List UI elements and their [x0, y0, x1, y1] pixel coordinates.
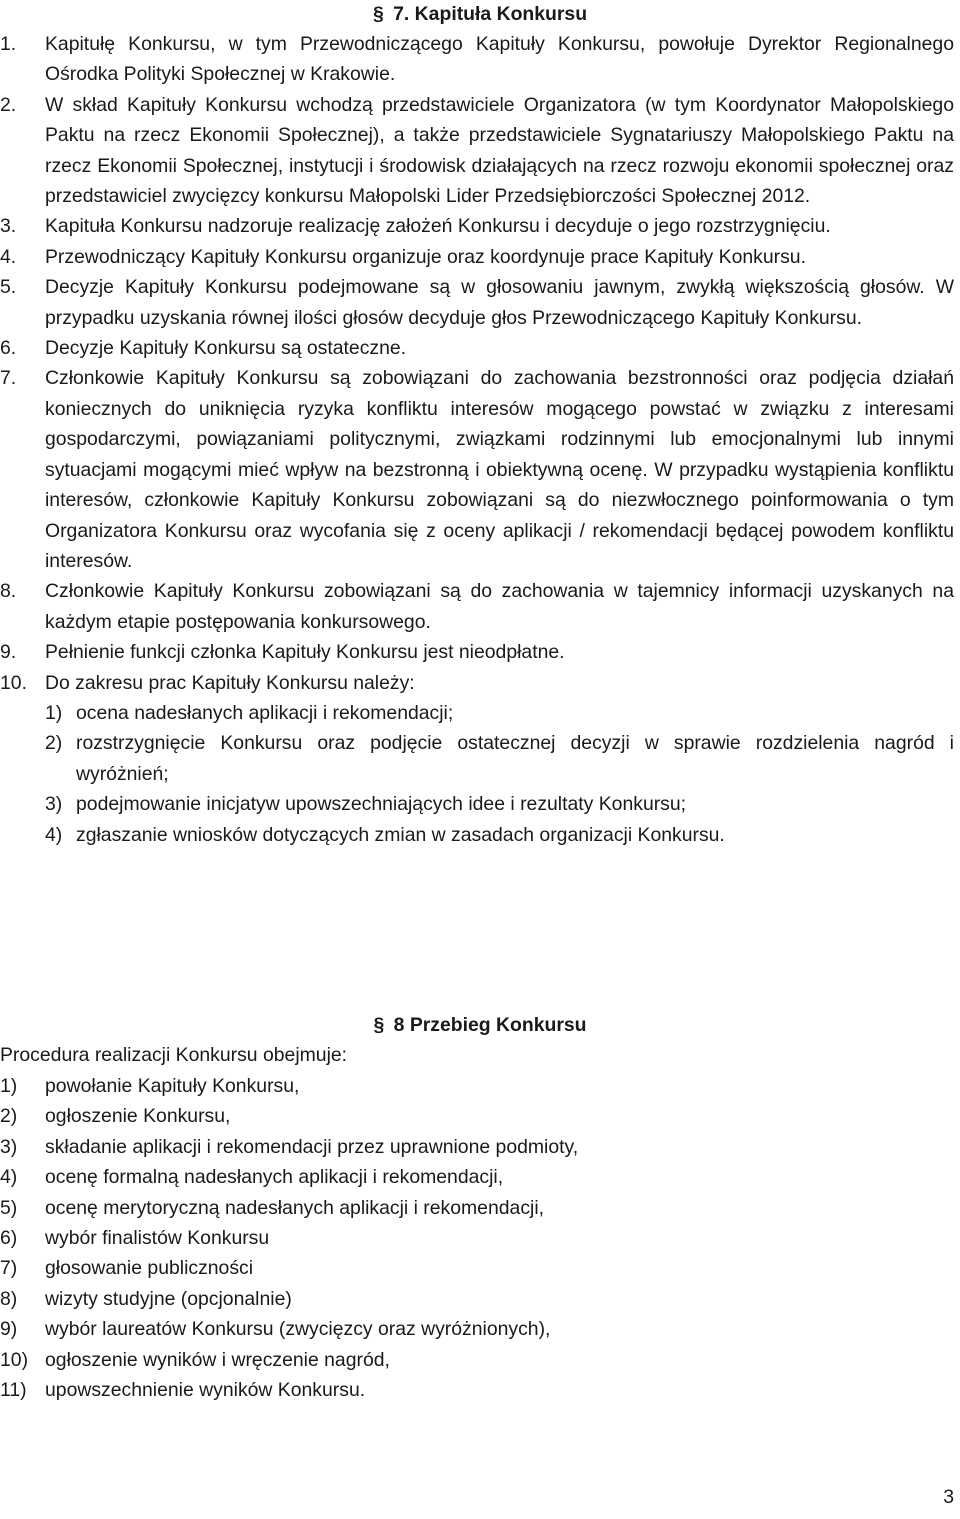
sub-item-number: 2) [45, 732, 63, 755]
list-item [0, 668, 960, 698]
item-text: Członkowie Kapituły Konkursu zobowiązani są do zachowania w tajemnicy informacji uzyskanych na każdym etapie postępowania konkursowego. [45, 580, 954, 633]
list-item [0, 1071, 700, 1101]
list-item [0, 1375, 700, 1405]
item-number: 10) [0, 1348, 29, 1371]
item-text: W skład Kapituły Konkursu wchodzą przedstawiciele Organizatora (w tym Koordynator Małopolskiego Paktu na rzecz Ekonomii Społecznej), a także przedstawiciele Sygnatariuszy Małopolskiego Paktu na rzecz Ekonomii Społecznej, instytucji i środowisk działających na rzecz rozwoju ekonomii społecznej oraz przedstawiciel zwycięzcy konkursu Małopolski Lider Przedsiębiorczości Społecznej 2012. [45, 93, 954, 208]
section-7-title: 7. Kapituła Konkursu [393, 3, 588, 25]
item-number: 1) [0, 1075, 18, 1097]
list-item [0, 1284, 700, 1314]
item-number: 8) [0, 1287, 18, 1310]
sub-item-number: 3) [45, 793, 63, 816]
sub-item-number: 1) [45, 701, 63, 724]
item-number: 7) [0, 1257, 18, 1280]
item-number: 2) [0, 1105, 18, 1128]
item-text: upowszechnienie wyników Konkursu. [45, 1379, 366, 1402]
item-text: wybór finalistów Konkursu [45, 1227, 270, 1250]
item-number: 9) [0, 1318, 18, 1341]
item-text: ogłoszenie wyników i wręczenie nagród, [45, 1348, 390, 1371]
item-number: 6. [0, 337, 17, 360]
list-item [0, 363, 960, 576]
item-text: Członkowie Kapituły Konkursu są zobowiązani do zachowania bezstronności oraz podjęcia działań koniecznych do uniknięcia ryzyka konfliktu interesów mogącego powstać w związku z interesami gospodarczymi, powiązaniami politycznymi, związkami rodzinnymi lub emocjonalnymi lub innymi sytuacjami mogącymi mieć wpływ na bezstronną i obiektywną ocenę. W przypadku wystąpienia konfliktu interesów, członkowie Kapituły Konkursu zobowiązani są do niezwłocznego poinformowania o tym Organizatora Konkursu oraz wycofania się z oceny aplikacji / rekomendacji będącej powodem konfliktu interesów. [45, 367, 954, 572]
list-item [0, 272, 960, 333]
item-text: Pełnienie funkcji członka Kapituły Konkursu jest nieodpłatne. [45, 641, 565, 664]
list-item [0, 29, 960, 90]
section-symbol: § [373, 1014, 385, 1036]
list-item [0, 333, 960, 363]
sub-item-text: rozstrzygnięcie Konkursu oraz podjęcie ostatecznej decyzji w sprawie rozdzielenia nagród i wyróżnień; [76, 732, 954, 785]
list-item [0, 1345, 700, 1375]
item-number: 5) [0, 1196, 18, 1219]
item-number: 1. [0, 33, 17, 55]
item-number: 3) [0, 1135, 18, 1158]
list-item [0, 1162, 700, 1192]
item-text: wizyty studyjne (opcjonalnie) [45, 1287, 292, 1310]
list-item [0, 1101, 700, 1131]
item-number: 4. [0, 245, 17, 268]
procedure-list [0, 1071, 700, 1405]
list-item [0, 90, 960, 212]
item-text: wybór laureatów Konkursu (zwycięzcy oraz wyróżnionych), [45, 1318, 551, 1341]
sub-list-item [0, 728, 960, 789]
item-text: Kapituła Konkursu nadzoruje realizację założeń Konkursu i decyduje o jego rozstrzygnięciu. [45, 215, 831, 238]
item-text: ocenę formalną nadesłanych aplikacji i rekomendacji, [45, 1166, 504, 1189]
sub-list-item [0, 820, 960, 850]
list-item [0, 637, 960, 667]
section-8-intro: Procedura realizacji Konkursu obejmuje: [0, 1044, 348, 1066]
item-number: 10. [0, 671, 27, 694]
sub-list-item [0, 698, 960, 728]
list-item [0, 1193, 700, 1223]
section-symbol: § [372, 3, 384, 25]
list-item [0, 576, 960, 637]
item-number: 5. [0, 276, 17, 299]
item-text: ogłoszenie Konkursu, [45, 1105, 231, 1128]
sub-item-number: 4) [45, 823, 63, 846]
item-number: 2. [0, 93, 17, 116]
item-number: 9. [0, 641, 17, 664]
section-7-body [0, 29, 960, 850]
item-text: Przewodniczący Kapituły Konkursu organizuje oraz koordynuje prace Kapituły Konkursu. [45, 245, 806, 268]
item-text: głosowanie publiczności [45, 1257, 254, 1280]
item-text: Decyzje Kapituły Konkursu są ostateczne. [45, 337, 407, 360]
list-item [0, 1314, 700, 1344]
section-8-heading [0, 1010, 960, 1040]
sub-item-text: ocena nadesłanych aplikacji i rekomendacji; [76, 701, 454, 724]
item-number: 6) [0, 1227, 18, 1250]
item-number: 3. [0, 215, 17, 238]
list-item [0, 211, 960, 241]
sub-list-item [0, 789, 960, 819]
list-item [0, 242, 960, 272]
item-text: powołanie Kapituły Konkursu, [45, 1075, 300, 1097]
section-7-heading [0, 0, 960, 29]
item-number: 7. [0, 367, 17, 390]
list-item [0, 1223, 700, 1253]
item-text: Kapitułę Konkursu, w tym Przewodniczącego Kapituły Konkursu, powołuje Dyrektor Regionalnego Ośrodka Polityki Społecznej w Krakowie. [45, 33, 954, 86]
item-number: 11) [0, 1379, 27, 1402]
list-item [0, 1132, 700, 1162]
item-number: 4) [0, 1166, 18, 1189]
page-number: 3 [943, 1485, 954, 1508]
sub-item-text: podejmowanie inicjatyw upowszechniających idee i rezultaty Konkursu; [76, 793, 687, 816]
section-8-title: 8 Przebieg Konkursu [393, 1014, 587, 1036]
list-item [0, 1253, 700, 1283]
item-text: ocenę merytoryczną nadesłanych aplikacji i rekomendacji, [45, 1196, 545, 1219]
item-text: Do zakresu prac Kapituły Konkursu należy: [45, 671, 415, 694]
item-text: Decyzje Kapituły Konkursu podejmowane są w głosowaniu jawnym, zwykłą większością głosów. W przypadku uzyskania równej ilości głosów decyduje głos Przewodniczącego Kapituły Konkursu. [45, 276, 954, 329]
sub-item-text: zgłaszanie wniosków dotyczących zmian w zasadach organizacji Konkursu. [76, 823, 725, 846]
item-text: składanie aplikacji i rekomendacji przez uprawnione podmioty, [45, 1135, 579, 1158]
item-number: 8. [0, 580, 17, 603]
